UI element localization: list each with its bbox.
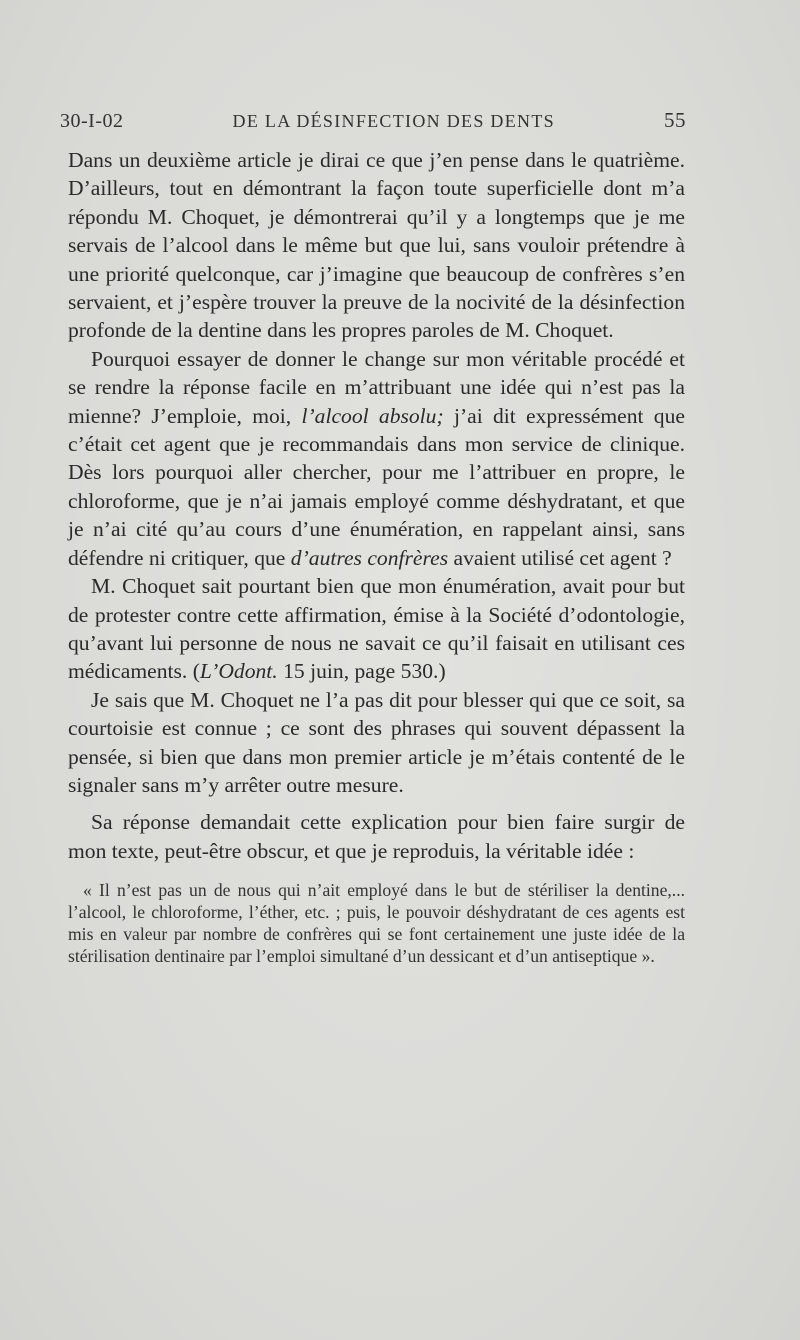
- block-quote: « Il n’est pas un de nous qui n’ait employé dans le but de stériliser la dentine,... l’alcool, le chloroforme, l’éther, etc. ; puis, le pouvoir déshydratant de ces agents est mis en valeur par nombre de confrères qui se font certainement une juste idée de la stérilisation dentinaire par l’emploi simultané d’un dessicant et d’un antiseptique ».: [68, 880, 685, 967]
- paragraph-5: Sa réponse demandait cette explication pour bien faire surgir de mon texte, peut-être obscur, et que je reproduis, la véritable idée :: [68, 810, 685, 863]
- header-date: 30-I-02: [60, 110, 124, 132]
- page-number: 55: [663, 108, 686, 132]
- paragraph-2-italic-1: l’alcool absolu;: [301, 403, 444, 428]
- paragraph-2-text-b: j’ai dit expressément que c’était cet agent que je recommandais dans mon service de clinique. Dès lors pourquoi aller chercher, pour me l’attribuer en propre, le chloroforme, que je n’ai jamais employé comme déshydratant, et que je n’ai cité qu’au cours d’une énumération, en rappelant ainsi, sans défendre ni critiquer, que: [68, 403, 685, 570]
- header-title: DE LA DÉSINFECTION DES DENTS: [232, 111, 555, 131]
- paragraph-1: Dans un deuxième article je dirai ce que j’en pense dans le quatrième. D’ailleurs, tout en démontrant la façon toute superficielle dont m’a répondu M. Choquet, je démontrerai qu’il y a longtemps que je me servais de l’alcool dans le même but que lui, sans vouloir prétendre à une priorité quelconque, car j’imagine que beaucoup de confrères s’en servaient, et j’espère trouver la preuve de la nocivité de la désinfection profonde de la dentine dans les propres paroles de M. Choquet.: [68, 148, 685, 343]
- paragraph-2-text-a: Pourquoi essayer de donner le change sur mon véritable procédé et se rendre la réponse facile en m’attribuant une idée qui n’est pas la mienne? J’emploie, moi,: [68, 346, 685, 428]
- paragraph-3-italic: L’Odont.: [199, 659, 278, 684]
- body-text: [68, 146, 685, 967]
- paragraph-3: [68, 572, 685, 686]
- paragraph-2-italic-2: d’autres confrères: [290, 545, 449, 570]
- running-header: [60, 108, 686, 142]
- paragraph-3-text-a: M. Choquet sait pourtant bien que mon énumération, avait pour but de protester contre cette affirmation, émise à la Société d’odontologie, qu’avant lui personne de nous ne savait ce qu’il faisait en utilisant ces médicaments. (: [68, 574, 685, 684]
- paragraph-3-text-b: 15 juin, page 530.): [277, 659, 446, 684]
- paragraph-2-text-c: avaient utilisé cet agent ?: [448, 545, 672, 570]
- paragraph-2: [68, 345, 685, 572]
- paragraph-4: Je sais que M. Choquet ne l’a pas dit pour blesser qui que ce soit, sa courtoisie est connue ; ce sont des phrases qui souvent dépassent la pensée, si bien que dans mon premier article je m’étais contenté de le signaler sans m’y arrêter outre mesure.: [68, 687, 685, 797]
